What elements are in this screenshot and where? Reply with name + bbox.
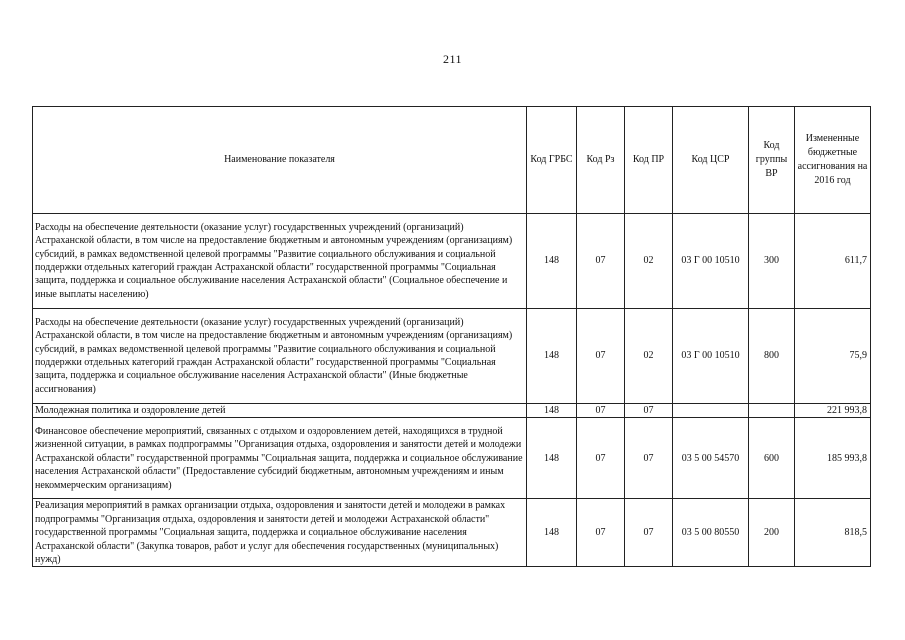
row-name: Реализация мероприятий в рамках организации отдыха, оздоровления и занятости детей и молодежи в рамках подпрограммы "Организация отдыха, оздоровления и занятости детей и молодежи Астраханской области" государственной программы "Социальная защита, поддержка и социальное обслуживание населения Астраханской области" (Закупка товаров, работ и услуг для обеспечения государственных (муниципальных) нужд) xyxy=(33,499,527,567)
row-csr: 03 5 00 80550 xyxy=(673,499,749,567)
header-indicator-name: Наименование показателя xyxy=(33,107,527,214)
row-csr: 03 Г 00 10510 xyxy=(673,214,749,309)
header-vr-group-code: Код группы ВР xyxy=(749,107,795,214)
header-pr-code: Код ПР xyxy=(625,107,673,214)
table-row xyxy=(33,404,871,418)
row-grbs: 148 xyxy=(527,214,577,309)
row-name: Расходы на обеспечение деятельности (оказание услуг) государственных учреждений (организаций) Астраханской области, в том числе на предоставление бюджетным и автономным учреждениям (организациям) субсидий, в рамках ведомственной целевой программы "Развитие социального обслуживания и социальной поддержки отдельных категорий граждан Астраханской области" государственной программы "Социальная защита, поддержка и социальное обслуживание населения Астраханской области" (Иные бюджетные ассигнования) xyxy=(33,309,527,404)
row-pr: 07 xyxy=(625,418,673,499)
header-csr-code: Код ЦСР xyxy=(673,107,749,214)
page-number: 211 xyxy=(442,52,463,66)
row-pr: 07 xyxy=(625,404,673,418)
row-amount: 818,5 xyxy=(795,499,871,567)
row-amount: 611,7 xyxy=(795,214,871,309)
table-row xyxy=(33,499,871,567)
table-row xyxy=(33,214,871,309)
table-row xyxy=(33,418,871,499)
row-csr xyxy=(673,404,749,418)
row-pr: 02 xyxy=(625,214,673,309)
row-grbs: 148 xyxy=(527,404,577,418)
row-amount: 185 993,8 xyxy=(795,418,871,499)
row-grbs: 148 xyxy=(527,499,577,567)
row-vr: 800 xyxy=(749,309,795,404)
table-row xyxy=(33,309,871,404)
table-header-row xyxy=(33,107,871,214)
row-grbs: 148 xyxy=(527,309,577,404)
row-vr: 300 xyxy=(749,214,795,309)
row-rz: 07 xyxy=(577,214,625,309)
row-vr: 200 xyxy=(749,499,795,567)
row-rz: 07 xyxy=(577,404,625,418)
row-amount: 75,9 xyxy=(795,309,871,404)
row-csr: 03 5 00 54570 xyxy=(673,418,749,499)
row-name: Молодежная политика и оздоровление детей xyxy=(33,404,527,418)
row-pr: 07 xyxy=(625,499,673,567)
row-rz: 07 xyxy=(577,309,625,404)
row-name: Финансовое обеспечение мероприятий, связанных с отдыхом и оздоровлением детей, находящихся в трудной жизненной ситуации, в рамках подпрограммы "Организация отдыха, оздоровления и занятости детей и молодежи Астраханской области" государственной программы "Социальная защита, поддержка и социальное обслуживание населения Астраханской области" (Предоставление субсидий бюджетным, автономным учреждениям и иным некоммерческим организациям) xyxy=(33,418,527,499)
row-name: Расходы на обеспечение деятельности (оказание услуг) государственных учреждений (организаций) Астраханской области, в том числе на предоставление бюджетным и автономным учреждениям (организациям) субсидий, в рамках ведомственной целевой программы "Развитие социального обслуживания и социальной поддержки отдельных категорий граждан Астраханской области" государственной программы "Социальная защита, поддержка и социальное обслуживание населения Астраханской области" (Социальное обеспечение и иные выплаты населению) xyxy=(33,214,527,309)
row-grbs: 148 xyxy=(527,418,577,499)
header-rz-code: Код Рз xyxy=(577,107,625,214)
row-csr: 03 Г 00 10510 xyxy=(673,309,749,404)
row-rz: 07 xyxy=(577,418,625,499)
budget-allocation-table xyxy=(32,106,871,567)
row-amount: 221 993,8 xyxy=(795,404,871,418)
row-vr: 600 xyxy=(749,418,795,499)
row-vr xyxy=(749,404,795,418)
header-allocation-2016: Измененные бюджетные ассигнования на 2016 год xyxy=(795,107,871,214)
row-pr: 02 xyxy=(625,309,673,404)
row-rz: 07 xyxy=(577,499,625,567)
header-grbs-code: Код ГРБС xyxy=(527,107,577,214)
